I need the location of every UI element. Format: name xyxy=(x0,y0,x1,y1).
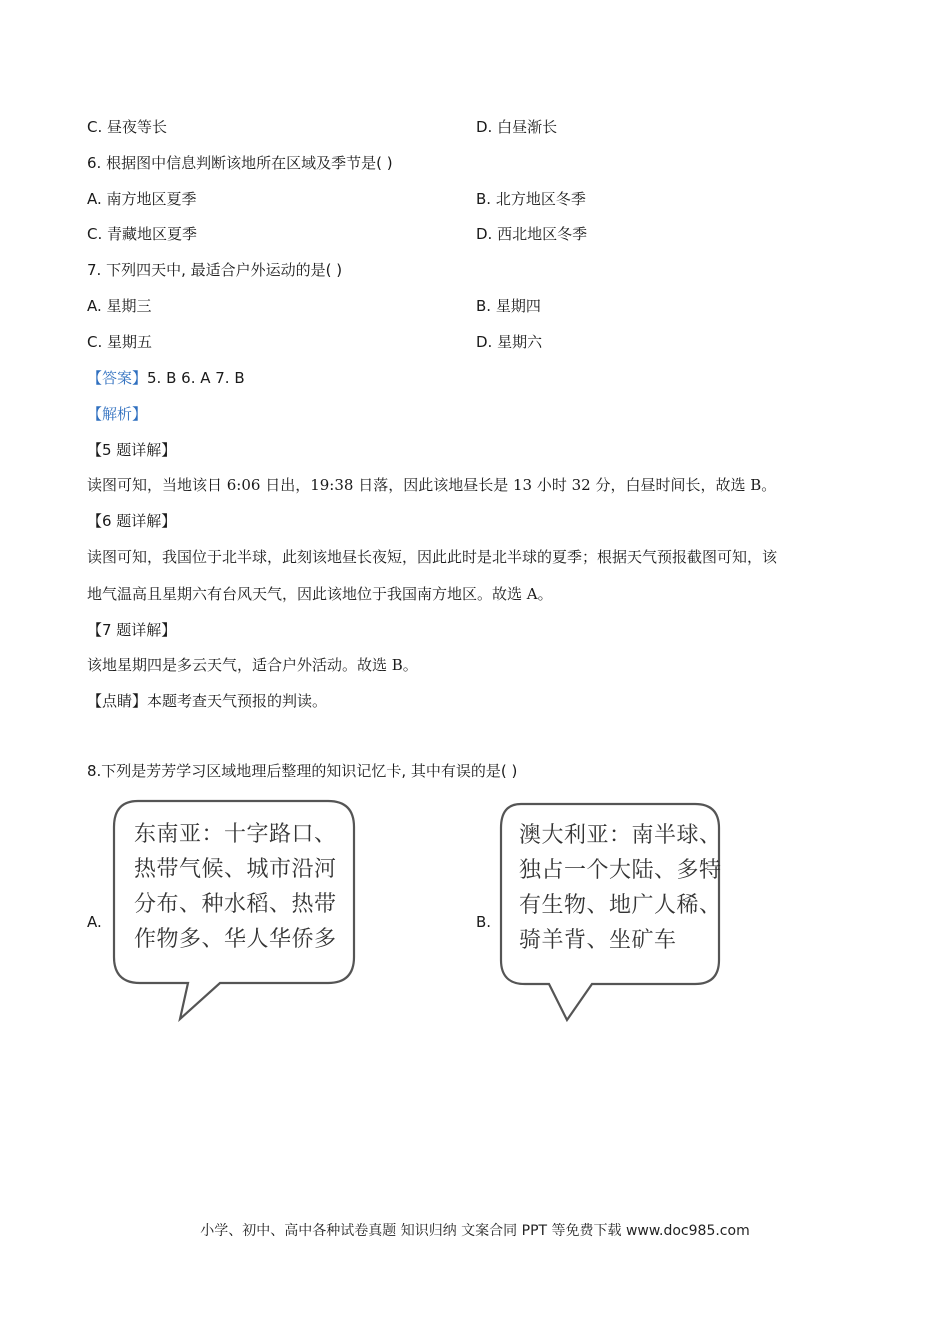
q6-option-b: B. 北方地区冬季 xyxy=(476,190,586,208)
card-a-line-3: 分布、种水稻、热带 xyxy=(134,892,337,917)
detail-6-text-2: 地气温高且星期六有台风天气，因此该地位于我国南方地区。故选 A。 xyxy=(87,585,553,603)
q6-option-d: D. 西北地区冬季 xyxy=(476,225,588,243)
card-b-line-4: 骑羊背、坐矿车 xyxy=(519,928,677,953)
q7-option-b: B. 星期四 xyxy=(476,297,541,315)
answer-text: 5. B 6. A 7. B xyxy=(147,369,245,387)
detail-7-heading: 【7 题详解】 xyxy=(87,621,177,639)
card-b-line-2: 独占一个大陆、多特 xyxy=(519,858,722,883)
card-b-line-1: 澳大利亚：南半球、 xyxy=(519,823,722,848)
card-a-line-2: 热带气候、城市沿河 xyxy=(134,857,337,882)
q8-option-a-label: A. xyxy=(87,913,102,931)
q6-option-a: A. 南方地区夏季 xyxy=(87,190,197,208)
q6-stem: 6. 根据图中信息判断该地所在区域及季节是( ) xyxy=(87,154,393,172)
q6-option-c: C. 青藏地区夏季 xyxy=(87,225,198,243)
card-a-line-4: 作物多、华人华侨多 xyxy=(134,927,337,952)
card-a-line-1: 东南亚：十字路口、 xyxy=(134,822,337,847)
q8-stem: 8.下列是芳芳学习区域地理后整理的知识记忆卡, 其中有误的是( ) xyxy=(87,762,518,780)
q8-option-a-card xyxy=(110,797,360,1022)
q7-stem: 7. 下列四天中, 最适合户外运动的是( ) xyxy=(87,261,343,279)
answer-label: 【答案】 xyxy=(87,369,148,387)
answer-line xyxy=(87,368,245,388)
analysis-label: 【解析】 xyxy=(87,405,148,423)
detail-7-text: 该地星期四是多云天气，适合户外活动。故选 B。 xyxy=(87,656,418,674)
detail-5-heading: 【5 题详解】 xyxy=(87,441,177,459)
q7-option-d: D. 星期六 xyxy=(476,333,543,351)
detail-6-text-1: 读图可知，我国位于北半球，此刻该地昼长夜短，因此此时是北半球的夏季；根据天气预报截图可知，该 xyxy=(87,548,778,566)
q5-option-d: D. 白昼渐长 xyxy=(476,118,558,136)
q8-option-b-label: B. xyxy=(476,913,492,931)
detail-6-heading: 【6 题详解】 xyxy=(87,512,177,530)
q7-option-c: C. 星期五 xyxy=(87,333,153,351)
detail-5-text: 读图可知，当地该日 6:06 日出，19:38 日落，因此该地昼长是 13 小时 32 分，白昼时间长，故选 B。 xyxy=(87,476,777,494)
dianjing: 【点睛】本题考查天气预报的判读。 xyxy=(87,692,328,710)
page-footer: 小学、初中、高中各种试卷真题 知识归纳 文案合同 PPT 等免费下载 www.doc985.com xyxy=(200,1223,750,1239)
q7-option-a: A. 星期三 xyxy=(87,297,152,315)
q5-option-c: C. 昼夜等长 xyxy=(87,118,168,136)
card-b-line-3: 有生物、地广人稀、 xyxy=(519,893,722,918)
q8-option-b-card xyxy=(497,800,727,1025)
